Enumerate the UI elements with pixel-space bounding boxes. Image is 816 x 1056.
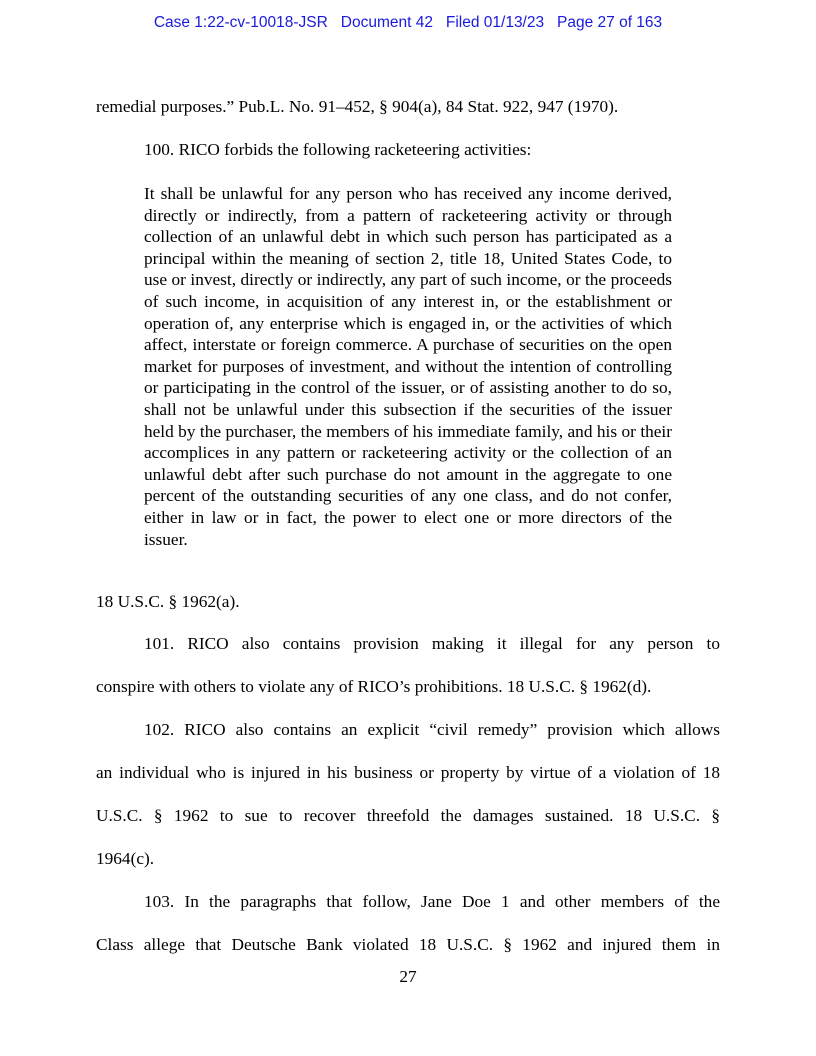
page-number: 27	[399, 967, 417, 986]
paragraph-103-line-1: 103. In the paragraphs that follow, Jane Doe 1 and other members of the	[144, 892, 720, 911]
paragraph-102-line-1: 102. RICO also contains an explicit “civil remedy” provision which allows	[144, 720, 720, 739]
paragraph-101-line-2: conspire with others to violate any of RICO’s prohibitions. 18 U.S.C. § 1962(d).	[96, 677, 652, 696]
paragraph-102-line-4: 1964(c).	[96, 849, 155, 868]
block-quote: It shall be unlawful for any person who has received any income derived, directly or indirectly, from a pattern of racketeering activity or through collection of an unlawful debt in which such person has participated as a principal within the meaning of section 2, title 18, United States Code, to use or invest, directly or indirectly, any part of such income, or the proceeds of such income, in acquisition of any interest in, or the establishment or operation of, any enterprise which is engaged in, or the activities of which affect, interstate or foreign commerce. A purchase of securities on the open market for purposes of investment, and without the intention of controlling or participating in the control of the issuer, or of assisting another to do so, shall not be unlawful under this subsection if the securities of the issuer held by the purchaser, the members of his immediate family, and his or their accomplices in any pattern or racketeering activity or the collection of an unlawful debt after such purchase do not amount in the aggregate to one percent of the outstanding securities of any one class, and do not confer, either in law or in fact, the power to elect one or more directors of the issuer.	[144, 184, 672, 549]
paragraph-103-line-2: Class allege that Deutsche Bank violated 18 U.S.C. § 1962 and injured them in	[96, 935, 720, 954]
paragraph-102-line-2: an individual who is injured in his business or property by virtue of a violation of 18	[96, 763, 720, 782]
continuation-text: remedial purposes.” Pub.L. No. 91–452, § 904(a), 84 Stat. 922, 947 (1970).	[96, 97, 619, 116]
paragraph-101-line-1: 101. RICO also contains provision making it illegal for any person to	[144, 634, 720, 653]
paragraph-100-intro: 100. RICO forbids the following racketeering activities:	[144, 140, 532, 159]
case-header: Case 1:22-cv-10018-JSR Document 42 Filed 01/13/23 Page 27 of 163	[153, 14, 663, 31]
statute-citation: 18 U.S.C. § 1962(a).	[96, 592, 240, 611]
paragraph-102-line-3: U.S.C. § 1962 to sue to recover threefold the damages sustained. 18 U.S.C. §	[96, 806, 720, 825]
